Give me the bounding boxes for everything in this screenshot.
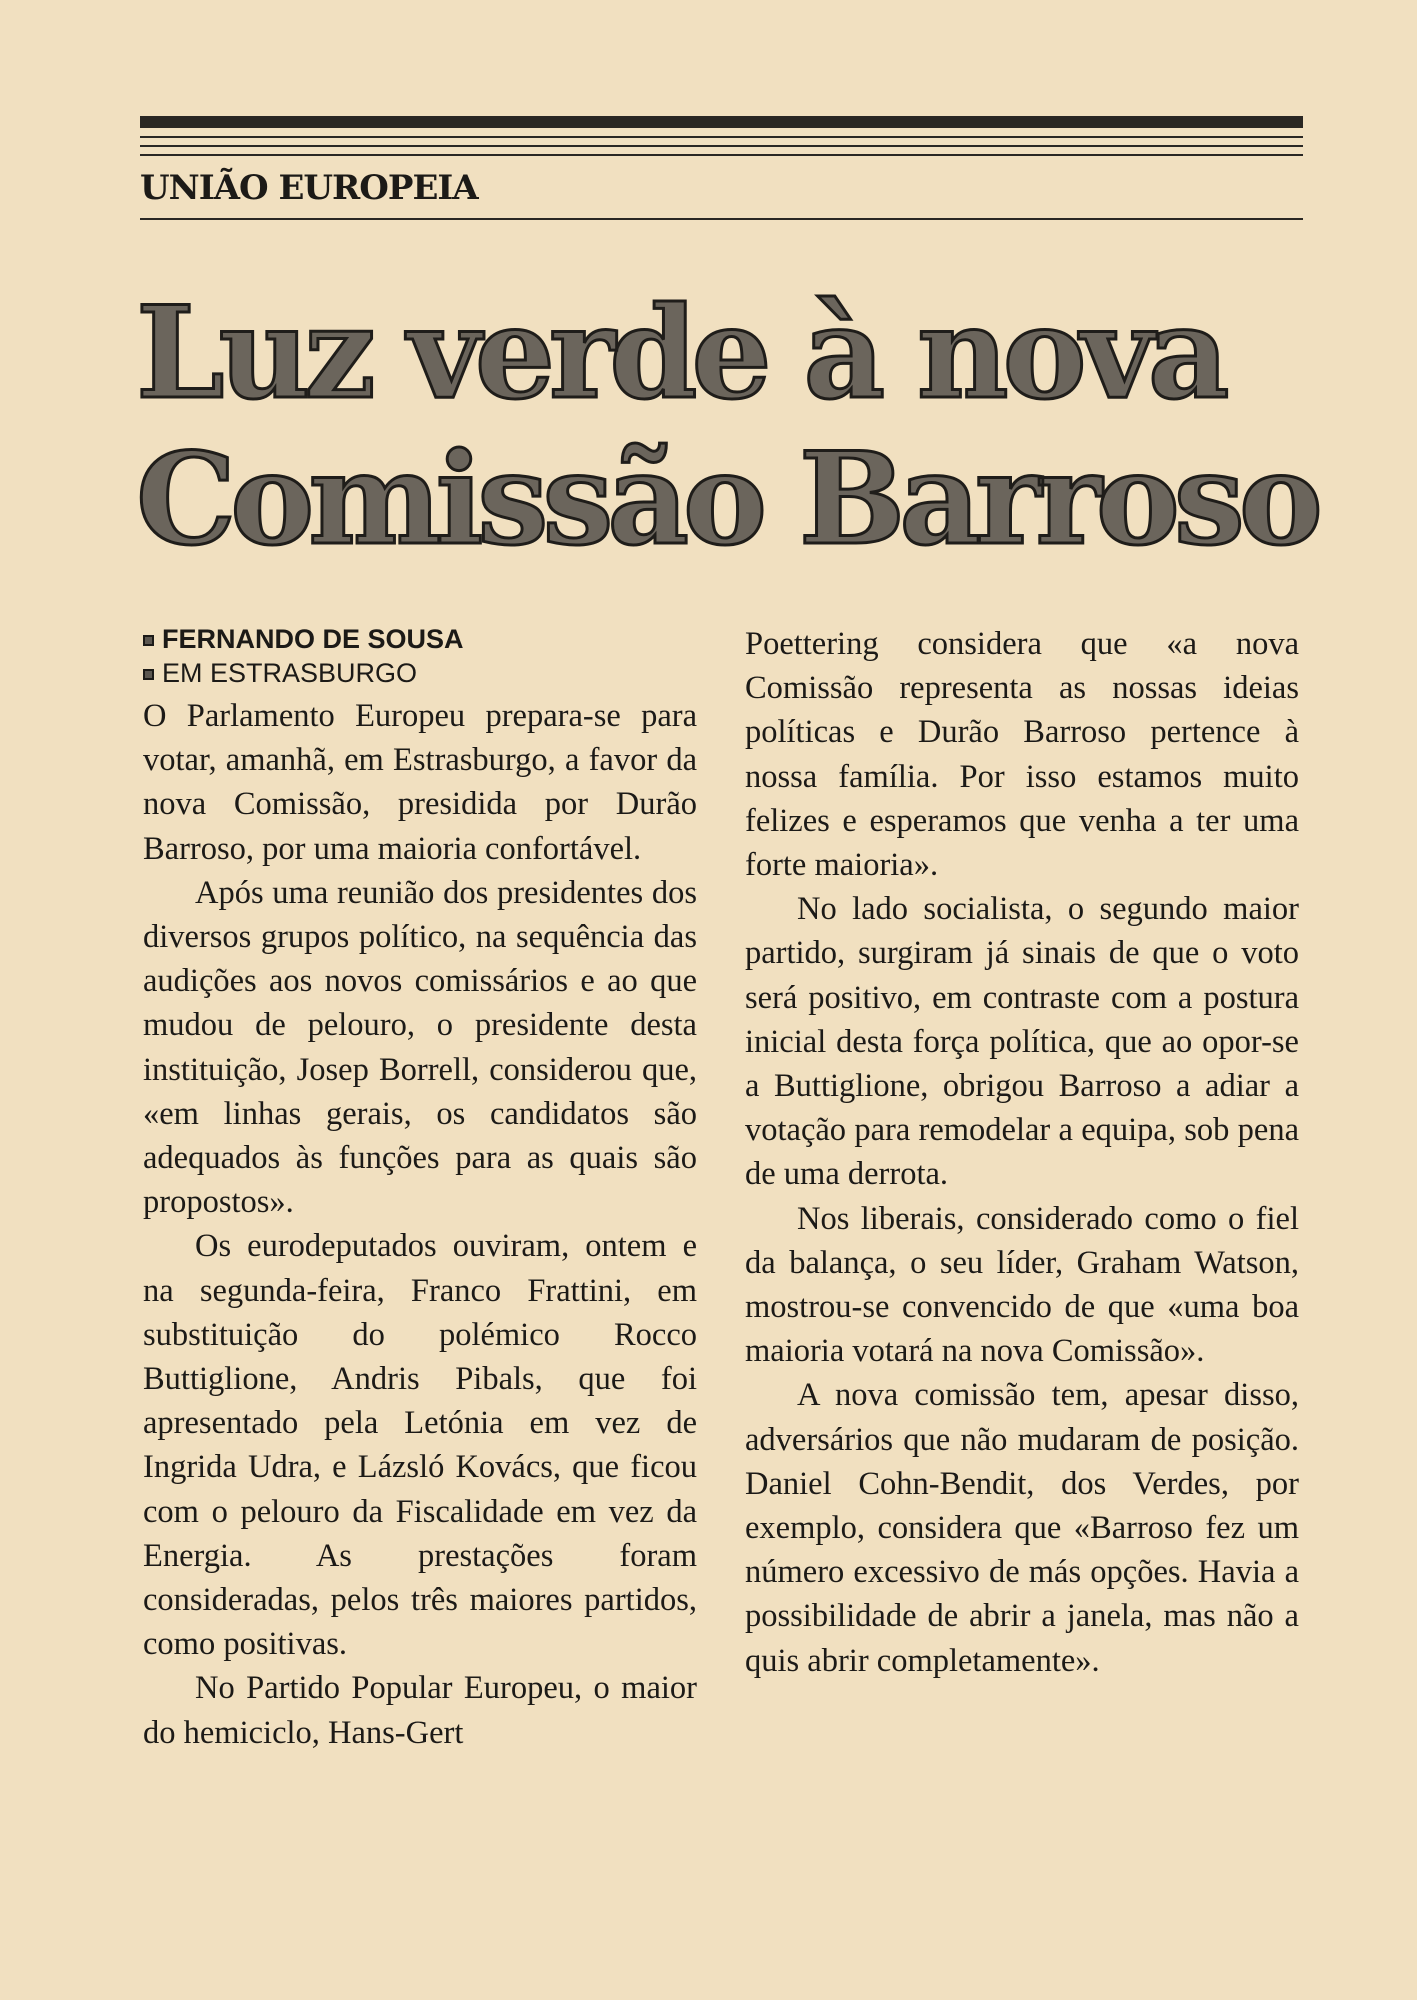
top-thin-rule-1 xyxy=(140,136,1303,138)
headline-line-2: Comissão Barroso xyxy=(136,425,1317,573)
paragraph-2: Após uma reunião dos presidentes dos diversos grupos político, na sequência das audições aos novos comissários e ao que mudou de pelouro, o presidente desta instituição, Josep Borrell, considerou que, «em linhas gerais, os candidatos são adequados às funções para as quais são propostos». xyxy=(143,874,697,1221)
byline-author xyxy=(143,622,697,656)
article-column-left xyxy=(143,622,697,1755)
paragraph-1: O Parlamento Europeu prepara-se para votar, amanhã, em Estrasburgo, a favor da nova Comissão, presidida por Durão Barroso, por uma maioria confortável. xyxy=(143,698,697,867)
headline-line-1: Luz verde à nova xyxy=(136,279,1224,427)
top-thin-rule-3 xyxy=(140,154,1303,156)
paragraph-6: Nos liberais, considerado como o fiel da balança, o seu líder, Graham Watson, mostrou-se convencido de que «uma boa maioria votará na nova Comissão». xyxy=(745,1200,1299,1370)
headline xyxy=(136,279,1317,573)
top-thin-rule-2 xyxy=(140,145,1303,147)
section-bottom-rule xyxy=(140,218,1303,220)
bullet-square-icon xyxy=(143,635,154,646)
paragraph-5: No lado socialista, o segundo maior partido, surgiram já sinais de que o voto será positivo, em contraste com a postura inicial desta força política, que ao opor-se a Buttiglione, obrigou Barroso a adiar a votação para remodelar a equipa, sob pena de uma derrota. xyxy=(745,891,1299,1193)
paragraph-4: No Partido Popular Europeu, o maior do hemiciclo, Hans-Gert xyxy=(143,1670,697,1751)
article-column-right xyxy=(745,622,1299,1683)
section-label: UNIÃO EUROPEIA xyxy=(140,168,478,208)
paragraph-3: Os eurodeputados ouviram, ontem e na segunda-feira, Franco Frattini, em substituição do polémico Rocco Buttiglione, Andris Pibals, que foi apresentado pela Letónia em vez de Ingrida Udra, e Lázsló Kovács, que ficou com o pelouro da Fiscalidade em vez da Energia. As prestações foram consideradas, pelos três maiores partidos, como positivas. xyxy=(143,1228,697,1663)
paragraph-7: A nova comissão tem, apesar disso, adversários que não mudaram de posição. Daniel Cohn-Bendit, dos Verdes, por exemplo, considera que «Barroso fez um número excessivo de más opções. Havia a possibilidade de abrir a janela, mas não a quis abrir completamente». xyxy=(745,1377,1299,1679)
paragraph-4-continued: Poettering considera que «a nova Comissão representa as nossas ideias políticas e Durão Barroso pertence à nossa família. Por isso estamos muito felizes e esperamos que venha a ter uma forte maioria». xyxy=(745,626,1299,884)
byline-location xyxy=(143,656,697,690)
bullet-square-icon xyxy=(143,669,154,680)
top-thick-rule xyxy=(140,116,1303,128)
author-name: FERNANDO DE SOUSA xyxy=(162,624,464,654)
dateline-location: EM ESTRASBURGO xyxy=(162,658,418,688)
